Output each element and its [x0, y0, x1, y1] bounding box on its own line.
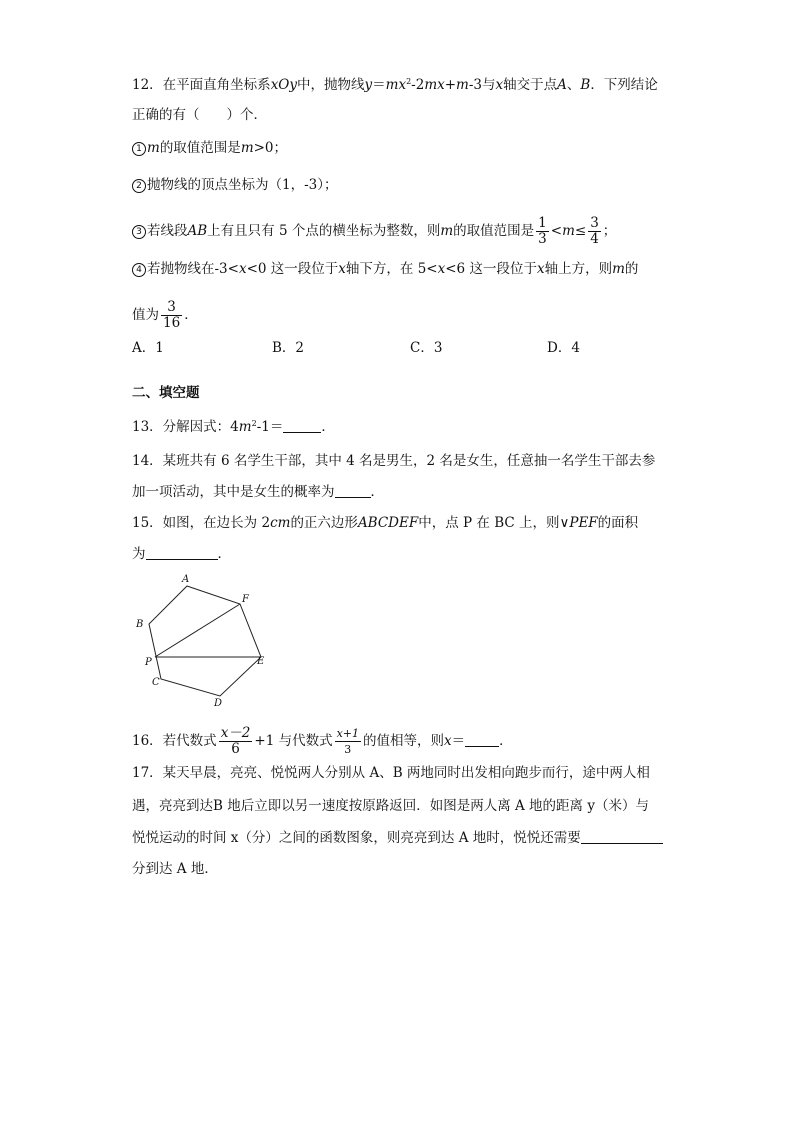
less-than: <	[550, 223, 563, 239]
label-p: P	[145, 657, 152, 668]
q16-text: ．	[499, 733, 513, 749]
eq-equals: ＝	[372, 77, 386, 93]
q12-text: ．下列结论	[590, 77, 658, 93]
eq-term: -2	[411, 77, 425, 93]
q15-text: 15．如图，在边长为 2	[132, 515, 271, 531]
var-x: x	[437, 261, 446, 277]
unit-cm: cm	[270, 515, 291, 531]
statement-text: 的取值范围是	[453, 223, 535, 239]
eq-term: mx	[424, 77, 445, 93]
var-x: x	[238, 261, 247, 277]
q16-text: +1 与代数式	[254, 733, 333, 749]
answer-blank[interactable]	[335, 483, 371, 498]
less-equal: ≤	[574, 223, 587, 239]
q15-text: 的正六边形	[290, 515, 358, 531]
q15-text: 为	[132, 546, 146, 562]
fraction-x-minus-2-over-6	[219, 726, 253, 757]
numerator: x－2	[220, 725, 251, 741]
statement-4	[132, 259, 638, 279]
q14-line2	[132, 482, 384, 502]
answer-blank[interactable]	[581, 829, 663, 844]
q16-text: 的值相等，则	[363, 733, 445, 749]
q15-line1	[132, 513, 638, 533]
q15-text: 的面积	[597, 515, 639, 531]
q12-text: 轴交于点	[503, 77, 558, 93]
label-c: C	[152, 677, 160, 688]
var-x: x	[536, 261, 545, 277]
q13	[132, 414, 335, 437]
q16-text: ＝	[451, 733, 466, 749]
segment-ab: AB	[187, 223, 208, 239]
q14-text: ．	[370, 484, 384, 500]
var-m: m	[612, 261, 625, 277]
answer-blank[interactable]	[146, 545, 218, 560]
segment-pf	[155, 604, 240, 657]
exponent: 2	[251, 419, 257, 428]
option-b: B．2	[272, 340, 305, 356]
separator: 、	[566, 77, 581, 93]
denominator: 4	[590, 231, 599, 247]
hexagon-figure	[128, 572, 288, 712]
numerator: x+1	[336, 727, 360, 740]
q17-line3	[132, 828, 663, 848]
q14-line1: 14．某班共有 6 名学生干部，其中 4 名是男生，2 名是女生，任意抽一名学生干部去参	[132, 453, 656, 469]
q15-text: 中，点 P 在 BC 上，则	[418, 515, 560, 531]
point-a: A	[557, 77, 567, 93]
numerator: 3	[590, 215, 599, 231]
numerator: 1	[538, 215, 547, 231]
eq-term: +	[444, 77, 457, 93]
q12-text: 12．在平面直角坐标系	[132, 77, 271, 93]
var-x: x	[495, 77, 504, 93]
option-a: A．1	[132, 340, 164, 356]
statement-text: 的取值范围是	[159, 140, 241, 156]
q12-line2	[132, 105, 267, 125]
q17-line2: 遇，亮亮到达B 地后立即以另一速度按原路返回．如图是两人离 A 地的距离 y（米）与	[132, 798, 649, 814]
statement-text: 若线段	[147, 223, 188, 239]
statement-text: ．	[184, 307, 198, 323]
statement-text: 上有且只有 5 个点的横坐标为整数，则	[207, 223, 441, 239]
fraction-1-3	[536, 216, 549, 247]
eq-term: -3	[468, 77, 483, 93]
circled-1: 1	[132, 142, 146, 156]
label-e: E	[257, 656, 265, 667]
coord-system: xOy	[270, 77, 297, 93]
option-c: C．3	[410, 340, 443, 356]
answer-blank[interactable]	[465, 732, 499, 747]
q16-text: 16．若代数式	[132, 733, 217, 749]
statement-text: 轴上方，则	[544, 261, 613, 277]
statement-text: ；	[602, 223, 617, 239]
statement-text: >0；	[253, 140, 288, 156]
hexagon-name: ABCDEF	[357, 515, 419, 531]
q16	[132, 726, 513, 757]
q13-text: -1＝	[256, 419, 284, 435]
q12-text: 中，抛物线	[297, 77, 365, 93]
q14-text: 加一项活动，其中是女生的概率为	[132, 484, 335, 500]
q15-line2	[132, 544, 231, 564]
eq-exponent: 2	[406, 77, 412, 86]
circled-4: 4	[132, 263, 146, 277]
eq-y: y	[364, 77, 373, 93]
q12-text: 与	[482, 77, 496, 93]
label-b: B	[136, 619, 144, 630]
label-f: F	[242, 594, 249, 605]
option-d: D．4	[547, 340, 580, 356]
circled-3: 3	[132, 225, 146, 239]
q15-text: ．	[217, 546, 231, 562]
denominator: 6	[231, 741, 240, 757]
statement-text: <0 这一段位于	[246, 261, 339, 277]
statement-text: 若抛物线在-3<	[147, 261, 239, 277]
denominator: 3	[344, 743, 352, 756]
statement-text: 值为	[132, 307, 159, 323]
statement-text: <6 这一段位于	[445, 261, 537, 277]
var-x: x	[444, 733, 452, 749]
q12-line1	[132, 72, 658, 95]
q13-text: 13．分解因式：4	[132, 419, 239, 435]
var-m: m	[238, 419, 252, 435]
var-x: x	[338, 261, 346, 277]
var-m: m	[240, 140, 254, 156]
q17-text: 悦悦运动的时间 x（分）之间的函数图象，则亮亮到达 A 地时，悦悦还需要	[132, 830, 581, 846]
statement-text: 轴下方，在 5<	[345, 261, 438, 277]
fraction-3-4	[588, 216, 601, 247]
numerator: 3	[161, 300, 182, 316]
label-a: A	[182, 574, 190, 585]
eq-term: m	[456, 77, 469, 93]
statement-4-line2	[132, 300, 198, 331]
q13-text: ．	[321, 419, 335, 435]
q17-line1: 17．某天早晨，亮亮、悦悦两人分别从 A、B 两地同时出发相向跑步而行，途中两人相	[132, 765, 650, 781]
statement-2	[132, 175, 338, 195]
var-m: m	[147, 140, 160, 156]
q12-text: 正确的有（ ）个．	[132, 107, 267, 123]
statement-3	[132, 216, 616, 247]
label-d: D	[214, 698, 223, 709]
var-m: m	[440, 223, 454, 239]
point-b: B	[580, 77, 591, 93]
fraction-3-16	[161, 300, 182, 331]
answer-blank[interactable]	[283, 418, 321, 433]
triangle-name: ∨PEF	[559, 515, 598, 531]
q17-line4: 分到达 A 地．	[132, 861, 218, 877]
denominator: 3	[538, 231, 547, 247]
circled-2: 2	[132, 179, 146, 193]
section-title: 二、填空题	[132, 385, 200, 401]
eq-term: mx	[385, 77, 407, 93]
statement-text: 的	[624, 261, 639, 277]
denominator: 16	[163, 315, 181, 331]
fraction-x-plus-1-over-3	[335, 726, 361, 757]
statement-text: 抛物线的顶点坐标为（1，-3）；	[147, 177, 338, 193]
var-m: m	[562, 223, 575, 239]
statement-1	[132, 138, 287, 158]
